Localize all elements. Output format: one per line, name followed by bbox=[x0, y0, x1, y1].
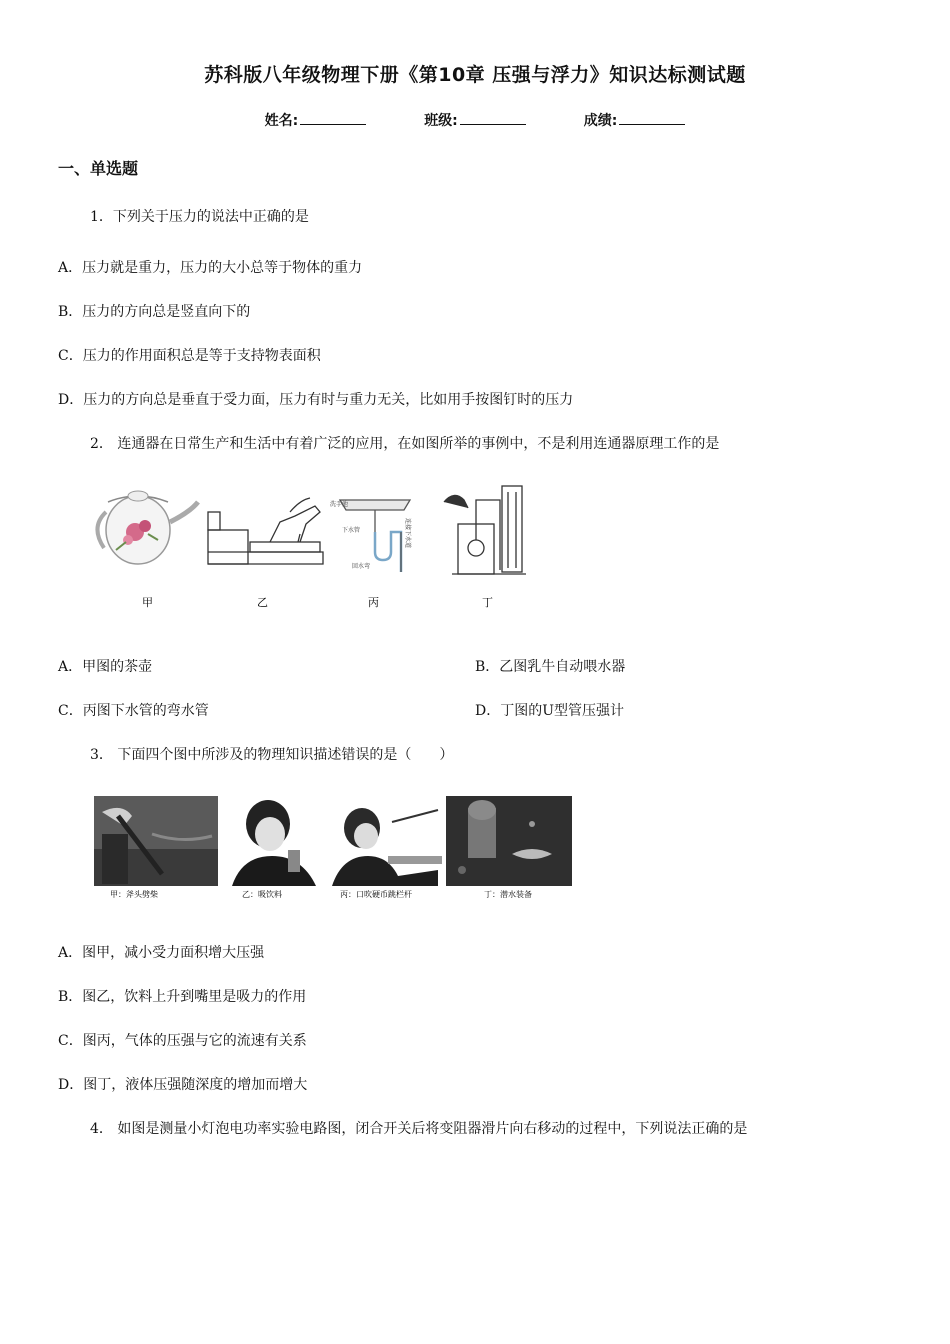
q3-figure bbox=[92, 794, 574, 904]
q2-option-a[interactable]: A．甲图的茶壶 bbox=[58, 659, 153, 675]
question-3-stem: 3． 下面四个图中所涉及的物理知识描述错误的是（ ） bbox=[90, 747, 454, 763]
pipe-label: 下水管 bbox=[342, 527, 361, 534]
q2-option-d[interactable]: D．丁图的U型管压强计 bbox=[475, 703, 625, 719]
caption-coin: 丙：口吹硬币跳栏杆 bbox=[340, 890, 412, 899]
diving-photo bbox=[446, 796, 572, 886]
page-title: 苏科版八年级物理下册《第10章 压强与浮力》知识达标测试题 bbox=[204, 64, 746, 86]
class-blank[interactable] bbox=[460, 110, 526, 125]
q3-option-a[interactable]: A．图甲，减小受力面积增大压强 bbox=[58, 945, 265, 961]
q1-option-b[interactable]: B．压力的方向总是竖直向下的 bbox=[58, 304, 251, 320]
question-2-stem: 2． 连通器在日常生产和生活中有着广泛的应用，在如图所举的事例中，不是利用连通器原理工作的是 bbox=[90, 436, 720, 452]
sink-drain-illustration bbox=[340, 500, 410, 572]
question-1-stem: 1．下列关于压力的说法中正确的是 bbox=[90, 209, 309, 225]
name-label: 姓名: bbox=[264, 113, 299, 129]
q2-option-c[interactable]: C．丙图下水管的弯水管 bbox=[58, 703, 209, 719]
q2-option-b[interactable]: B．乙图乳牛自动喂水器 bbox=[475, 659, 626, 675]
class-label: 班级: bbox=[424, 113, 458, 129]
bend-label: 回水弯 bbox=[352, 563, 371, 570]
teapot-illustration bbox=[97, 491, 198, 564]
fig-label-bing: 丙 bbox=[368, 596, 379, 609]
axe-photo bbox=[94, 796, 218, 886]
caption-axe: 甲：斧头劈柴 bbox=[110, 890, 158, 899]
fig-label-ding: 丁 bbox=[482, 596, 493, 609]
sink-label: 洗手池 bbox=[330, 501, 349, 508]
caption-dive: 丁：潜水装备 bbox=[484, 890, 532, 899]
coin-blow-photo bbox=[324, 796, 442, 886]
score-label: 成绩: bbox=[583, 113, 618, 129]
class-field[interactable] bbox=[424, 110, 526, 130]
q2-figure-drawing bbox=[90, 482, 530, 617]
name-blank[interactable] bbox=[300, 110, 366, 125]
score-field[interactable] bbox=[584, 110, 686, 130]
q3-option-b[interactable]: B．图乙，饮料上升到嘴里是吸力的作用 bbox=[58, 989, 307, 1005]
question-4-stem: 4． 如图是测量小灯泡电功率实验电路图，闭合开关后将变阻器滑片向右移动的过程中，下列说法正确的是 bbox=[90, 1121, 748, 1137]
q3-figure-drawing bbox=[92, 794, 574, 904]
u-tube-manometer-illustration bbox=[444, 486, 526, 574]
fig-label-yi: 乙 bbox=[257, 596, 268, 609]
q3-option-c[interactable]: C．图丙，气体的压强与它的流速有关系 bbox=[58, 1033, 307, 1049]
student-info-row bbox=[0, 110, 950, 130]
q3-option-d[interactable]: D．图丁，液体压强随深度的增加而增大 bbox=[58, 1077, 308, 1093]
fig-label-jia: 甲 bbox=[142, 596, 153, 609]
drinking-photo bbox=[226, 796, 318, 886]
name-field[interactable] bbox=[265, 110, 367, 130]
score-blank[interactable] bbox=[619, 110, 685, 125]
cattle-waterer-illustration bbox=[208, 498, 323, 564]
q1-option-d[interactable]: D．压力的方向总是垂直于受力面，压力有时与重力无关，比如用手按图钉时的压力 bbox=[58, 392, 574, 408]
drain-label: 连接下水道 bbox=[404, 518, 411, 549]
section-title: 一、单选题 bbox=[58, 159, 139, 178]
q1-option-a[interactable]: A．压力就是重力，压力的大小总等于物体的重力 bbox=[58, 260, 363, 276]
caption-drink: 乙：吸饮料 bbox=[242, 890, 282, 899]
q2-figure bbox=[90, 482, 530, 617]
q1-option-c[interactable]: C．压力的作用面积总是等于支持物表面积 bbox=[58, 348, 321, 364]
